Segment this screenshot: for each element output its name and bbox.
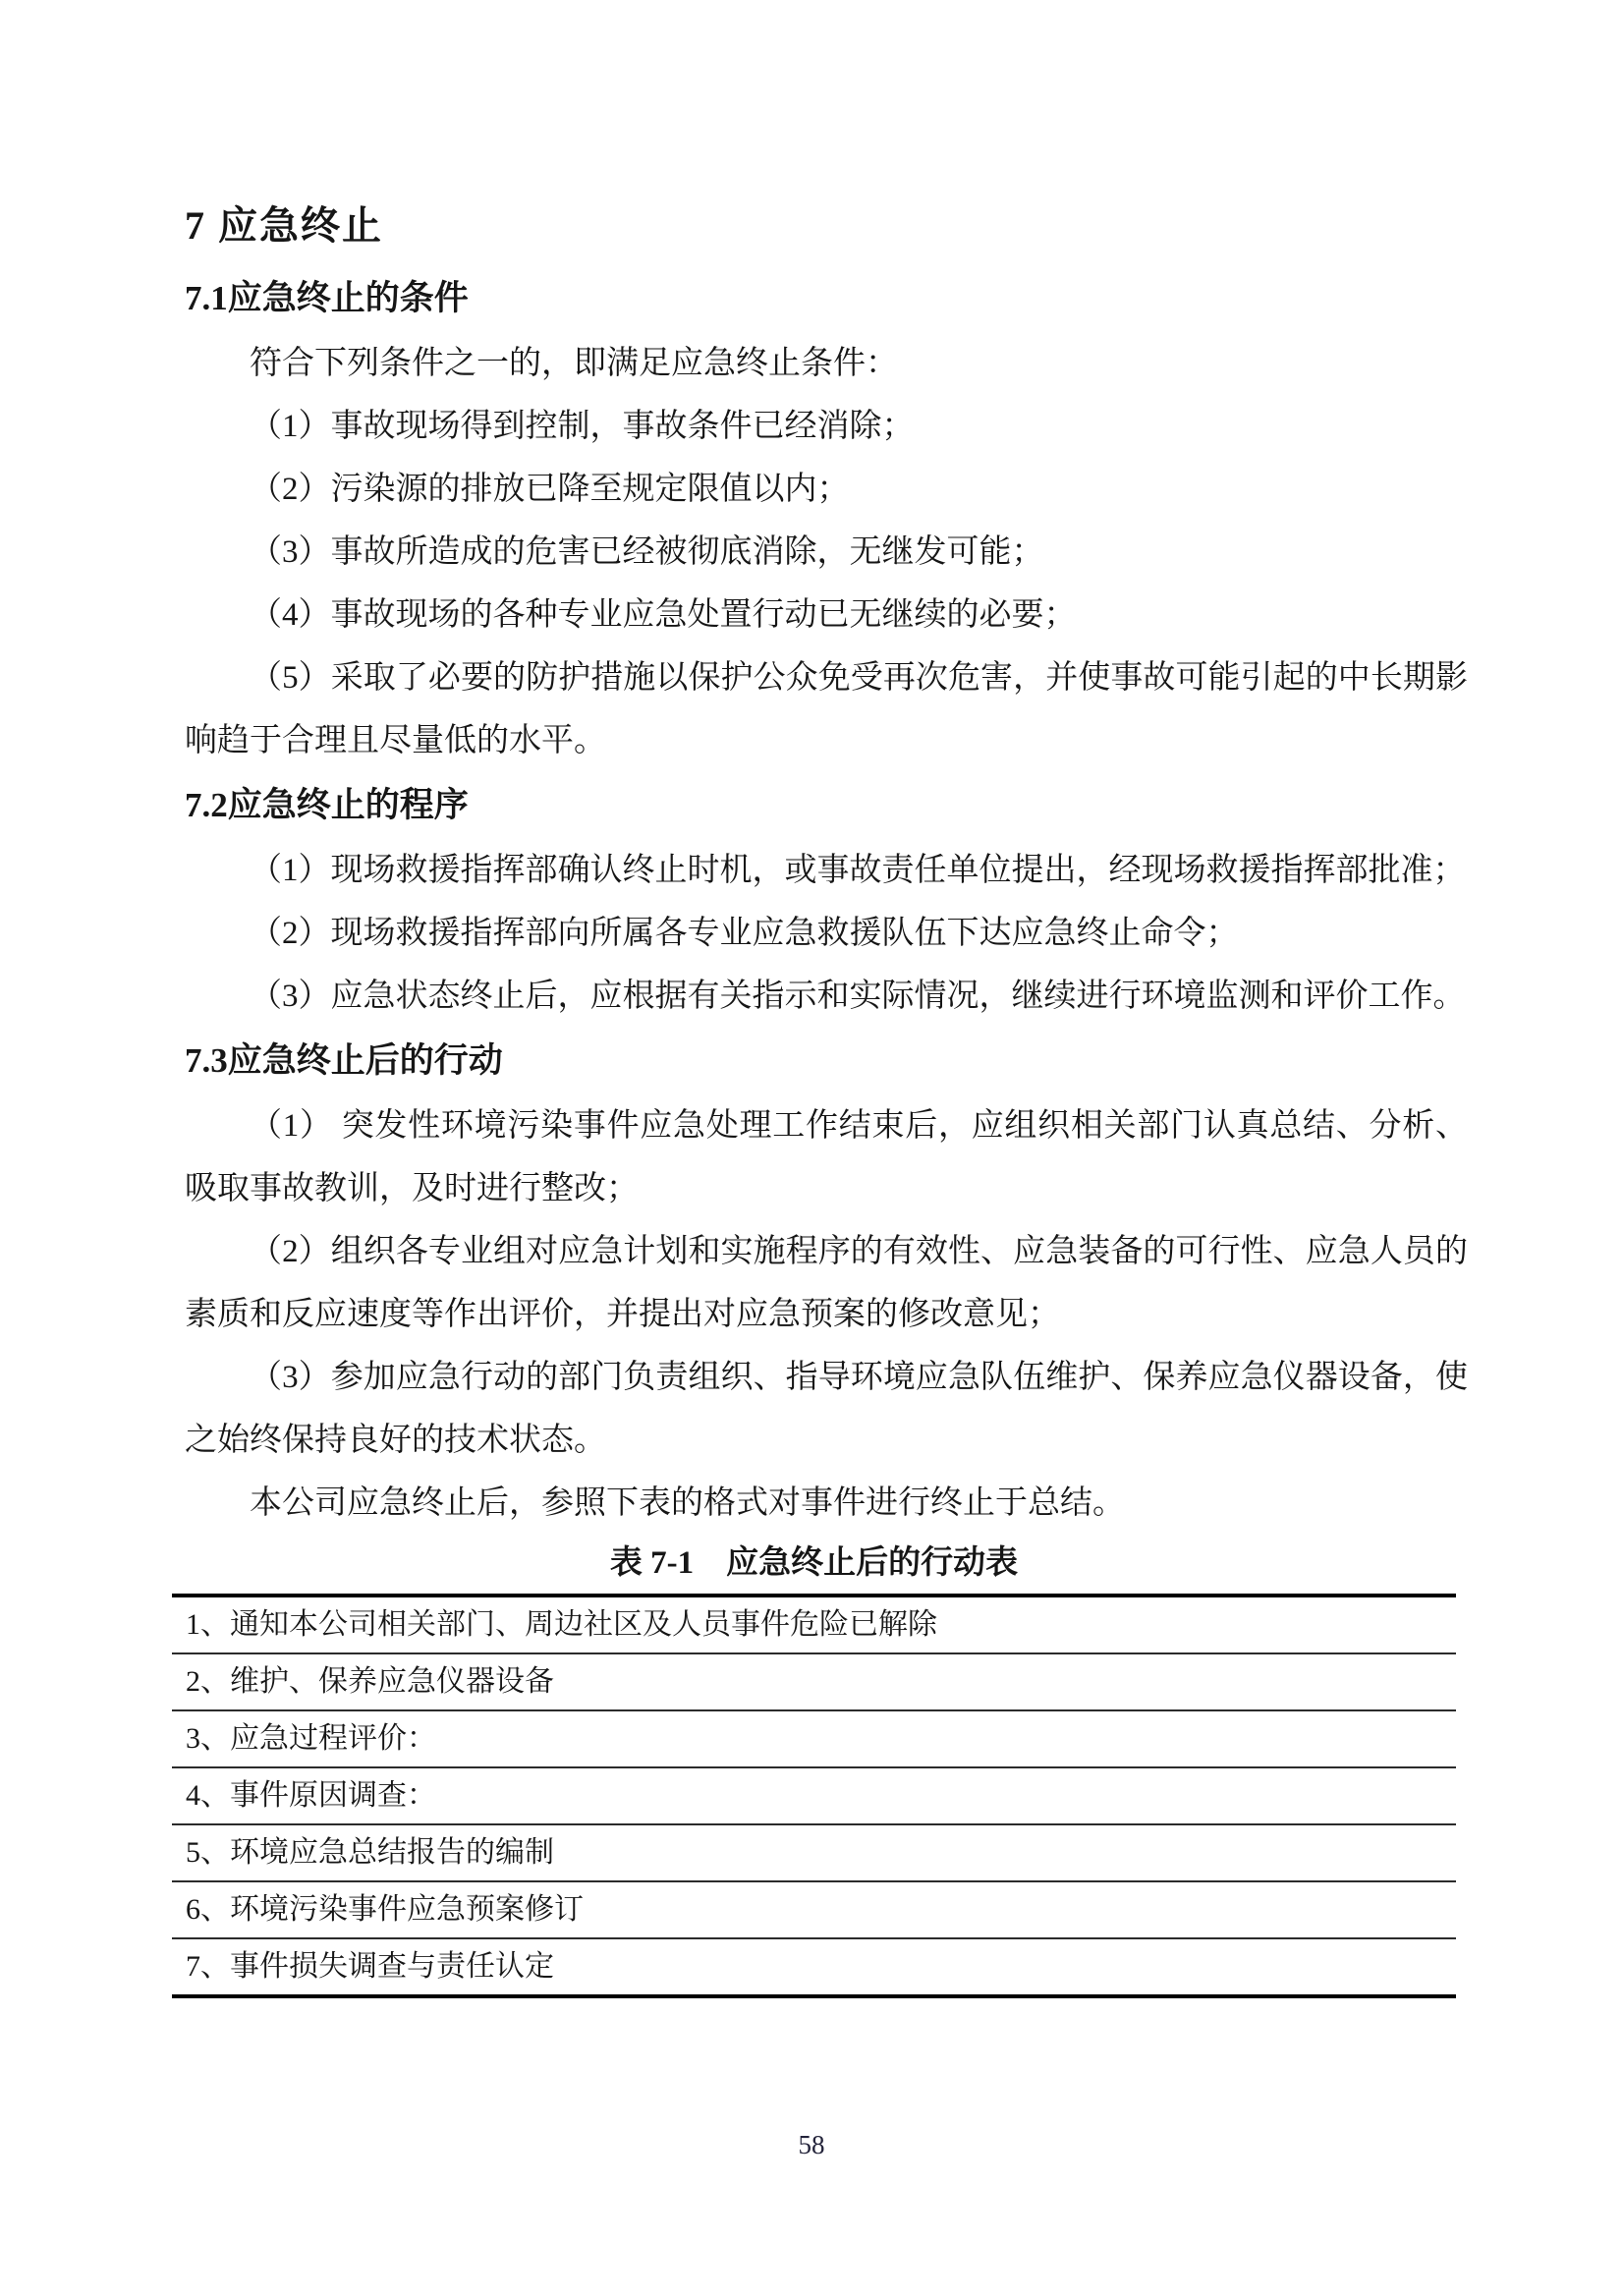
- paragraph-7-1-item-2: （2）污染源的排放已降至规定限值以内；: [250, 472, 850, 507]
- section-heading-7-1: 7.1应急终止的条件: [185, 279, 469, 317]
- paragraph-7-2-item-3: （3）应急状态终止后，应根据有关指示和实际情况，继续进行环境监测和评价工作。: [250, 979, 1466, 1014]
- table-row-2: 2、维护、保养应急仪器设备: [172, 1654, 1456, 1711]
- page-number: 58: [798, 2130, 825, 2159]
- paragraph-7-2-item-2: （2）现场救援指挥部向所属各专业应急救援队伍下达应急终止命令；: [250, 916, 1239, 951]
- action-table: [172, 1594, 1456, 1998]
- paragraph-7-1-intro: 符合下列条件之一的，即满足应急终止条件：: [250, 346, 898, 381]
- paragraph-7-3-closing: 本公司应急终止后，参照下表的格式对事件进行终止于总结。: [250, 1485, 1125, 1521]
- table-row-1: 1、通知本公司相关部门、周边社区及人员事件危险已解除: [172, 1597, 1456, 1654]
- chapter-title: 7 应急终止: [185, 203, 383, 248]
- paragraph-7-1-item-5: （5）采取了必要的防护措施以保护公众免受再次危害，并使事故可能引起的中长期影响趋于合理且尽量低的水平。: [185, 660, 1468, 758]
- paragraph-7-3-item-2: （2）组织各专业组对应急计划和实施程序的有效性、应急装备的可行性、应急人员的素质和反应速度等作出评价，并提出对应急预案的修改意见；: [185, 1234, 1468, 1332]
- paragraph-7-1-item-4: （4）事故现场的各种专业应急处置行动已无继续的必要；: [250, 597, 1077, 633]
- table-row-5: 5、环境应急总结报告的编制: [172, 1825, 1456, 1882]
- table-row-3: 3、应急过程评价：: [172, 1711, 1456, 1768]
- table-row-6: 6、环境污染事件应急预案修订: [172, 1882, 1456, 1939]
- paragraph-7-1-item-1: （1）事故现场得到控制，事故条件已经消除；: [250, 409, 915, 444]
- table-row-7: 7、事件损失调查与责任认定: [186, 1950, 554, 1983]
- page-content: [185, 187, 1468, 1998]
- section-heading-7-3: 7.3应急终止后的行动: [185, 1041, 503, 1080]
- section-heading-7-2: 7.2应急终止的程序: [185, 786, 469, 824]
- paragraph-7-3-item-1: （1） 突发性环境污染事件应急处理工作结束后，应组织相关部门认真总结、分析、吸取事故教训，及时进行整改；: [185, 1108, 1468, 1206]
- paragraph-7-2-item-1: （1）现场救援指挥部确认终止时机，或事故责任单位提出，经现场救援指挥部批准；: [250, 853, 1466, 888]
- table-row-4: 4、事件原因调查：: [172, 1768, 1456, 1825]
- paragraph-7-3-item-3: （3）参加应急行动的部门负责组织、指导环境应急队伍维护、保养应急仪器设备，使之始终保持良好的技术状态。: [185, 1360, 1468, 1458]
- paragraph-7-1-item-3: （3）事故所造成的危害已经被彻底消除，无继发可能；: [250, 534, 1044, 570]
- table-caption: 表 7-1 应急终止后的行动表: [609, 1545, 1019, 1581]
